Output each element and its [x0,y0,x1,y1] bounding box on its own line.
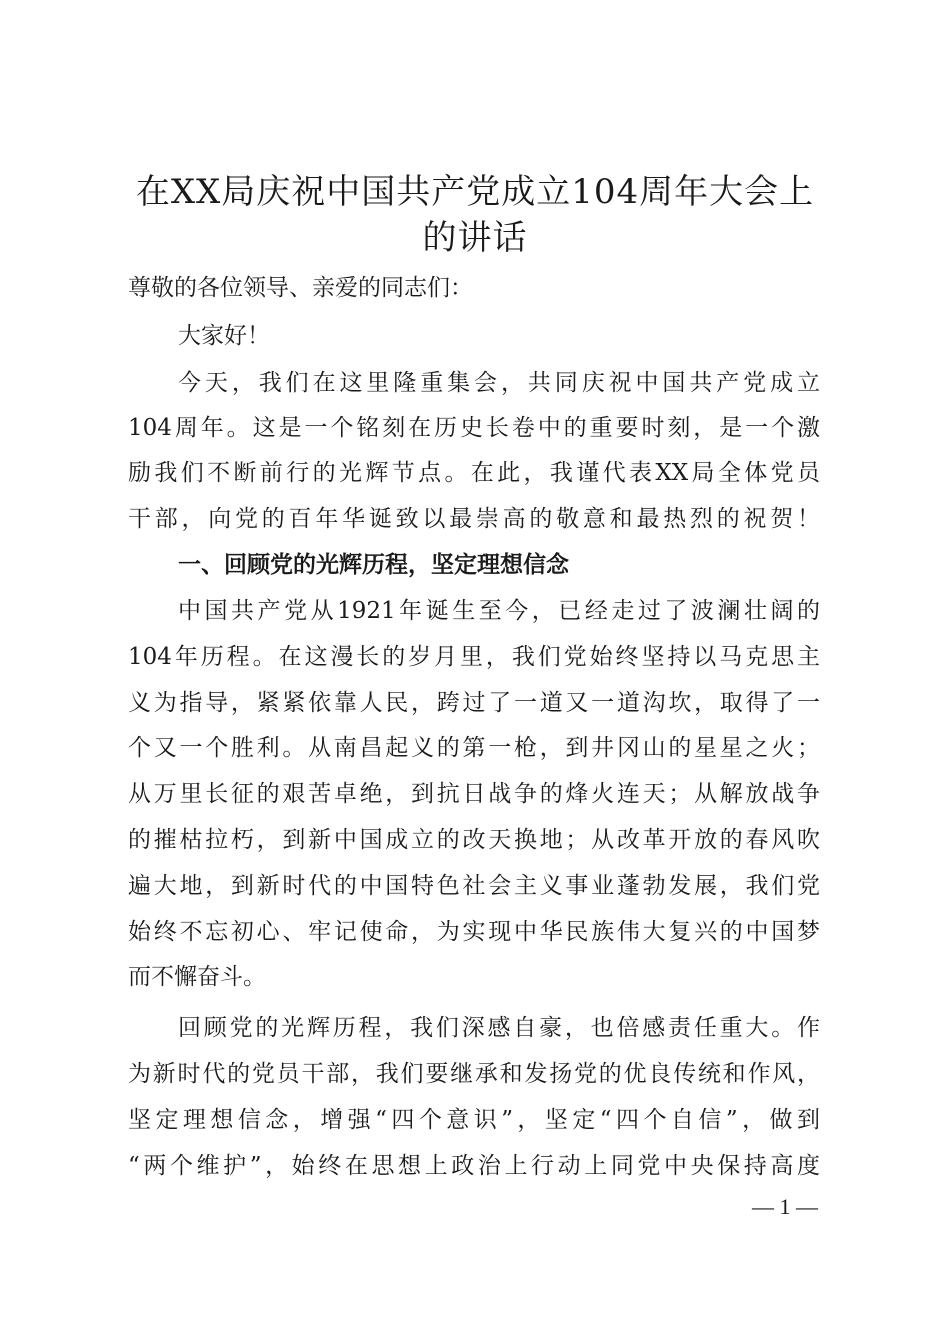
paragraph-2-line-3: 义为指导，紧紧依靠人民，跨过了一道又一道沟坎，取得了一 [128,690,820,716]
section-heading-1: 一、回顾党的光辉历程，坚定理想信念 [178,552,569,578]
document-title-line-2: 的讲话 [422,218,528,258]
paragraph-2-line-6: 的摧枯拉朽，到新中国成立的改天换地；从改革开放的春风吹 [128,827,820,853]
salutation: 尊敬的各位领导、亲爱的同志们： [128,275,473,301]
paragraph-3-line-3: 坚定理想信念，增强“四个意识”，坚定“四个自信”，做到 [128,1107,820,1133]
document-title-line-1: 在XX局庆祝中国共产党成立104周年大会上 [135,172,815,212]
paragraph-1-line-1: 今天，我们在这里隆重集会，共同庆祝中国共产党成立 [178,370,820,396]
paragraph-2-line-4: 个又一个胜利。从南昌起义的第一枪，到井冈山的星星之火； [128,735,820,761]
page-number: — 1 — [752,1194,818,1219]
paragraph-3-line-2: 为新时代的党员干部，我们要继承和发扬党的优良传统和作风， [128,1061,820,1087]
paragraph-2-line-9: 而不懈奋斗。 [128,964,266,990]
paragraph-2-line-2: 104年历程。在这漫长的岁月里，我们党始终坚持以马克思主 [128,644,820,670]
paragraph-1-line-3: 励我们不断前行的光辉节点。在此，我谨代表XX局全体党员 [128,460,820,486]
paragraph-3-line-4: “两个维护”，始终在思想上政治上行动上同党中央保持高度 [128,1153,820,1179]
paragraph-1-line-2: 104周年。这是一个铭刻在历史长卷中的重要时刻，是一个激 [128,415,820,441]
paragraph-3-line-1: 回顾党的光辉历程，我们深感自豪，也倍感责任重大。作 [178,1015,820,1041]
paragraph-2-line-1: 中国共产党从1921年诞生至今，已经走过了波澜壮阔的 [178,598,820,624]
paragraph-2-line-5: 从万里长征的艰苦卓绝，到抗日战争的烽火连天；从解放战争 [128,781,820,807]
paragraph-2-line-8: 始终不忘初心、牢记使命，为实现中华民族伟大复兴的中国梦 [128,919,820,945]
greeting: 大家好！ [178,323,270,349]
paragraph-2-line-7: 遍大地，到新时代的中国特色社会主义事业蓬勃发展，我们党 [128,873,820,899]
paragraph-1-line-4: 干部，向党的百年华诞致以最崇高的敬意和最热烈的祝贺！ [128,506,820,532]
